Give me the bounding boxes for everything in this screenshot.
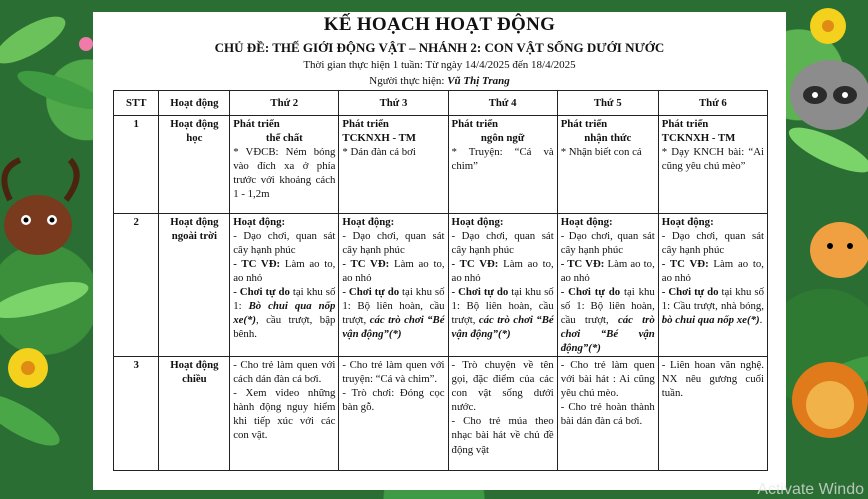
topic-heading: CHỦ ĐỀ: THẾ GIỚI ĐỘNG VẬT – NHÁNH 2: CON VẬT SỐNG DƯỚI NƯỚC [214, 40, 665, 55]
cell-tuesday: Phát triển TCKNXH - TM * Dán đàn cá bơi [339, 116, 448, 214]
cell-thursday: - Cho trẻ làm quen với bài hát : Ai cũng yêu chú mèo. - Cho trẻ hoàn thành bài dán đàn cá bơi. [557, 357, 658, 471]
cell-friday: Hoạt động: - Dạo chơi, quan sát cây hạnh phúc - TC VĐ: Làm ao to, ao nhỏ - Chơi tự do tại khu số 1: Cầu trượt, nhà bóng, bò chui qua nốp xe(*). [658, 214, 767, 357]
activity-plan-table [113, 90, 768, 471]
pink-flower-icon [79, 37, 93, 51]
cell-wednesday: - Trò chuyện về tên gọi, đặc điểm của các con vật sống dưới nước. - Cho trẻ múa theo nhạc bài hát về chủ đề động vật [448, 357, 557, 471]
table-row [114, 214, 768, 357]
leaf-left-top [0, 8, 106, 117]
cell-friday: Phát triển TCKNXH - TM * Dạy KNCH bài: “Ai cũng yêu chú mèo” [658, 116, 767, 214]
cell-monday: Hoạt động: - Dạo chơi, quan sát cây hạnh phúc - TC VĐ: Làm ao to, ao nhỏ - Chơi tự do tại khu số 1: Bò chui qua nốp xe(*), cầu trượt, bập bênh. [230, 214, 339, 357]
cell-monday: - Cho trẻ làm quen với cách dán đàn cá bơi. - Xem video những hành động nguy hiểm khi tiếp xúc với các con vật. [230, 357, 339, 471]
cell-thursday: Phát triển nhận thức * Nhận biết con cá [557, 116, 658, 214]
cell-monday: Phát triển thể chất * VĐCB: Ném bóng vào đích xa ở phía trước với khoảng cách 1 - 1,2m [230, 116, 339, 214]
person-in-charge: Người thực hiện: Vũ Thị Trang [369, 75, 510, 87]
cat-icon [810, 222, 868, 278]
row-number: 1 [114, 116, 159, 214]
cell-wednesday: Hoạt động: - Dạo chơi, quan sát cây hạnh phúc - TC VĐ: Làm ao to, ao nhỏ - Chơi tự do tại khu số 1: Bộ liên hoàn, cầu trượt, các trò chơi “Bé vận động”(*) [448, 214, 557, 357]
row-number: 3 [114, 357, 159, 471]
cell-tuesday: Hoạt động: - Dạo chơi, quan sát cây hạnh phúc - TC VĐ: Làm ao to, ao nhỏ - Chơi tự do tại khu số 1: Bộ liên hoàn, cầu trượt, các trò chơi “Bé vận động”(*) [339, 214, 448, 357]
activity-name: Hoạt động học [159, 116, 230, 214]
activate-windows-watermark: Activate Windo [757, 481, 864, 498]
buffalo-icon [4, 160, 77, 255]
header-wednesday: Thứ 4 [448, 91, 557, 116]
header-tuesday: Thứ 3 [339, 91, 448, 116]
page-title: KẾ HOẠCH HOẠT ĐỘNG [323, 14, 556, 35]
header-monday: Thứ 2 [230, 91, 339, 116]
row-number: 2 [114, 214, 159, 357]
header-friday: Thứ 6 [658, 91, 767, 116]
table-row [114, 116, 768, 214]
cell-thursday: Hoạt động: - Dạo chơi, quan sát cây hạnh phúc - TC VĐ: Làm ao to, ao nhỏ - Chơi tự do tại khu số 1: Bộ liên hoàn, cầu trượt, các trò chơi “Bé vận động”(*) [557, 214, 658, 357]
raccoon-icon [790, 60, 868, 130]
lion-icon [792, 362, 868, 438]
header-thursday: Thứ 5 [557, 91, 658, 116]
cell-tuesday: - Cho trẻ làm quen với truyện: “Cá và chim”. - Trò chơi: Đóng cọc bàn gỗ. [339, 357, 448, 471]
cell-friday: - Liên hoan văn nghệ. NX nêu gương cuối tuần. [658, 357, 767, 471]
cell-wednesday: Phát triển ngôn ngữ * Truyện: “Cá và chim” [448, 116, 557, 214]
table-row [114, 357, 768, 471]
header-stt: STT [114, 91, 159, 116]
table-header-row [114, 91, 768, 116]
activity-name: Hoạt động chiều [159, 357, 230, 471]
header-activity: Hoạt động [159, 91, 230, 116]
time-period: Thời gian thực hiện 1 tuần: Từ ngày 14/4/2025 đến 18/4/2025 [303, 59, 576, 71]
activity-name: Hoạt động ngoài trời [159, 214, 230, 357]
